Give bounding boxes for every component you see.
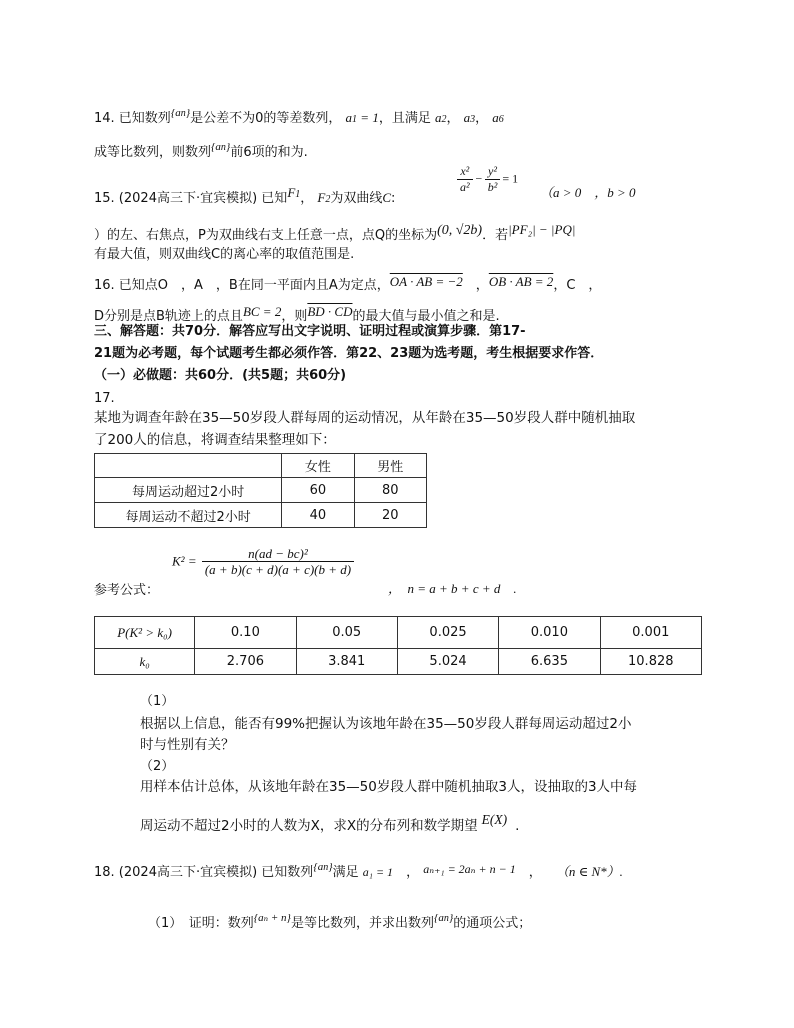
critical-value-table <box>94 616 702 675</box>
q14-line1: 14. 已知数列$^{\{an\}}$是公差不为0的等差数列， a1 = 1，且满足 a2， a3， a6 <box>94 107 504 126</box>
table-row: P(K² > k₀) 0.10 0.05 0.025 0.010 0.001 <box>95 617 702 649</box>
section3-line1: 三、解答题：共70分．解答应写出文字说明、证明过程或演算步骤．第17- <box>94 324 526 339</box>
q15-line3: 有最大值，则双曲线C的离心率的取值范围是. <box>94 247 355 262</box>
survey-table <box>94 453 427 528</box>
part1-text2: 时与性别有关？ <box>140 737 235 753</box>
formula-label: 参考公式： <box>94 583 160 598</box>
q17-number: 17. <box>94 391 115 406</box>
part2-number: （2） <box>140 759 175 774</box>
q18-line1: 18. (2024高三下·宜宾模拟) 已知数列$^{\{an\}}$满足 a₁ = 1 ， aₙ₊₁ = 2aₙ + n − 1 ， （n ∈ N*）. <box>94 861 623 880</box>
part1-text1: 根据以上信息，能否有99%把握认为该地年龄在35—50岁段人群每周运动超过2小 <box>140 716 632 732</box>
n-definition: ， n = a + b + c + d . <box>388 581 517 596</box>
q16-line2: D分别是点B轨迹上的点且BC = 2，则BD · CD的最大值与最小值之和是. <box>94 304 500 324</box>
q17-intro1: 某地为调查年龄在35—50岁段人群每周的运动情况，从年龄在35—50岁段人群中随机抽取 <box>94 410 636 426</box>
q14-line2: 成等比数列，则数列$^{\{an\}}$前6项的和为. <box>94 141 308 160</box>
chi-square-formula: K² = $\frac{\text{n(ad − bc)²}}{(a + b)(c + d)(a + c)(b + d)}$ <box>172 546 356 577</box>
q18-part1: （1） 证明：数列$^{\{a_n + n\}}$是等比数列，并求出数列$^{\{an\}}$的通项公式； <box>148 912 532 931</box>
q17-intro2: 了200人的信息，将调查结果整理如下： <box>94 432 336 448</box>
q16-line1: 16. 已知点O ，A ，B在同一平面内且A为定点，OA · AB = −2 ，OB · AB = 2，C ， <box>94 274 602 293</box>
table-row: 每周运动超过2小时 60 80 <box>95 478 427 503</box>
table-header-cell <box>95 454 282 478</box>
section3-line3: （一）必做题：共60分．(共5题；共60分) <box>94 368 347 383</box>
section3-line2: 21题为必考题，每个试题考生都必须作答．第22、23题为选考题，考生根据要求作答． <box>94 346 604 361</box>
table-row: 每周运动不超过2小时 40 20 <box>95 503 427 528</box>
part1-number: （1） <box>140 694 175 709</box>
part2-text1: 用样本估计总体，从该地年龄在35—50岁段人群中随机抽取3人，设抽取的3人中每 <box>140 779 638 795</box>
part2-text2: 周运动不超过2小时的人数为X，求X的分布列和数学期望 E(X) . <box>140 812 520 834</box>
table-row: k₀ 2.706 3.841 5.024 6.635 10.828 <box>95 649 702 675</box>
table-header-cell: 女性 <box>282 454 354 478</box>
seq-an: {an} <box>170 107 191 119</box>
q15-line1: 15. (2024高三下·宜宾模拟) 已知F1， F2为双曲线C: <box>94 185 396 206</box>
hyperbola-equation: $\frac{\text{x²}}{\text{a²}}$ − $\frac{\text{y²}}{\text{b²}}$ = 1 <box>455 164 518 195</box>
q15-line2: ）的左、右焦点，P为双曲线右支上任意一点，点Q的坐标为(0, √2b)．若|PF₂| − |PQ| <box>94 222 576 243</box>
q15-condition: （a > 0 ，b > 0 <box>540 185 636 200</box>
table-header-cell: 男性 <box>354 454 426 478</box>
